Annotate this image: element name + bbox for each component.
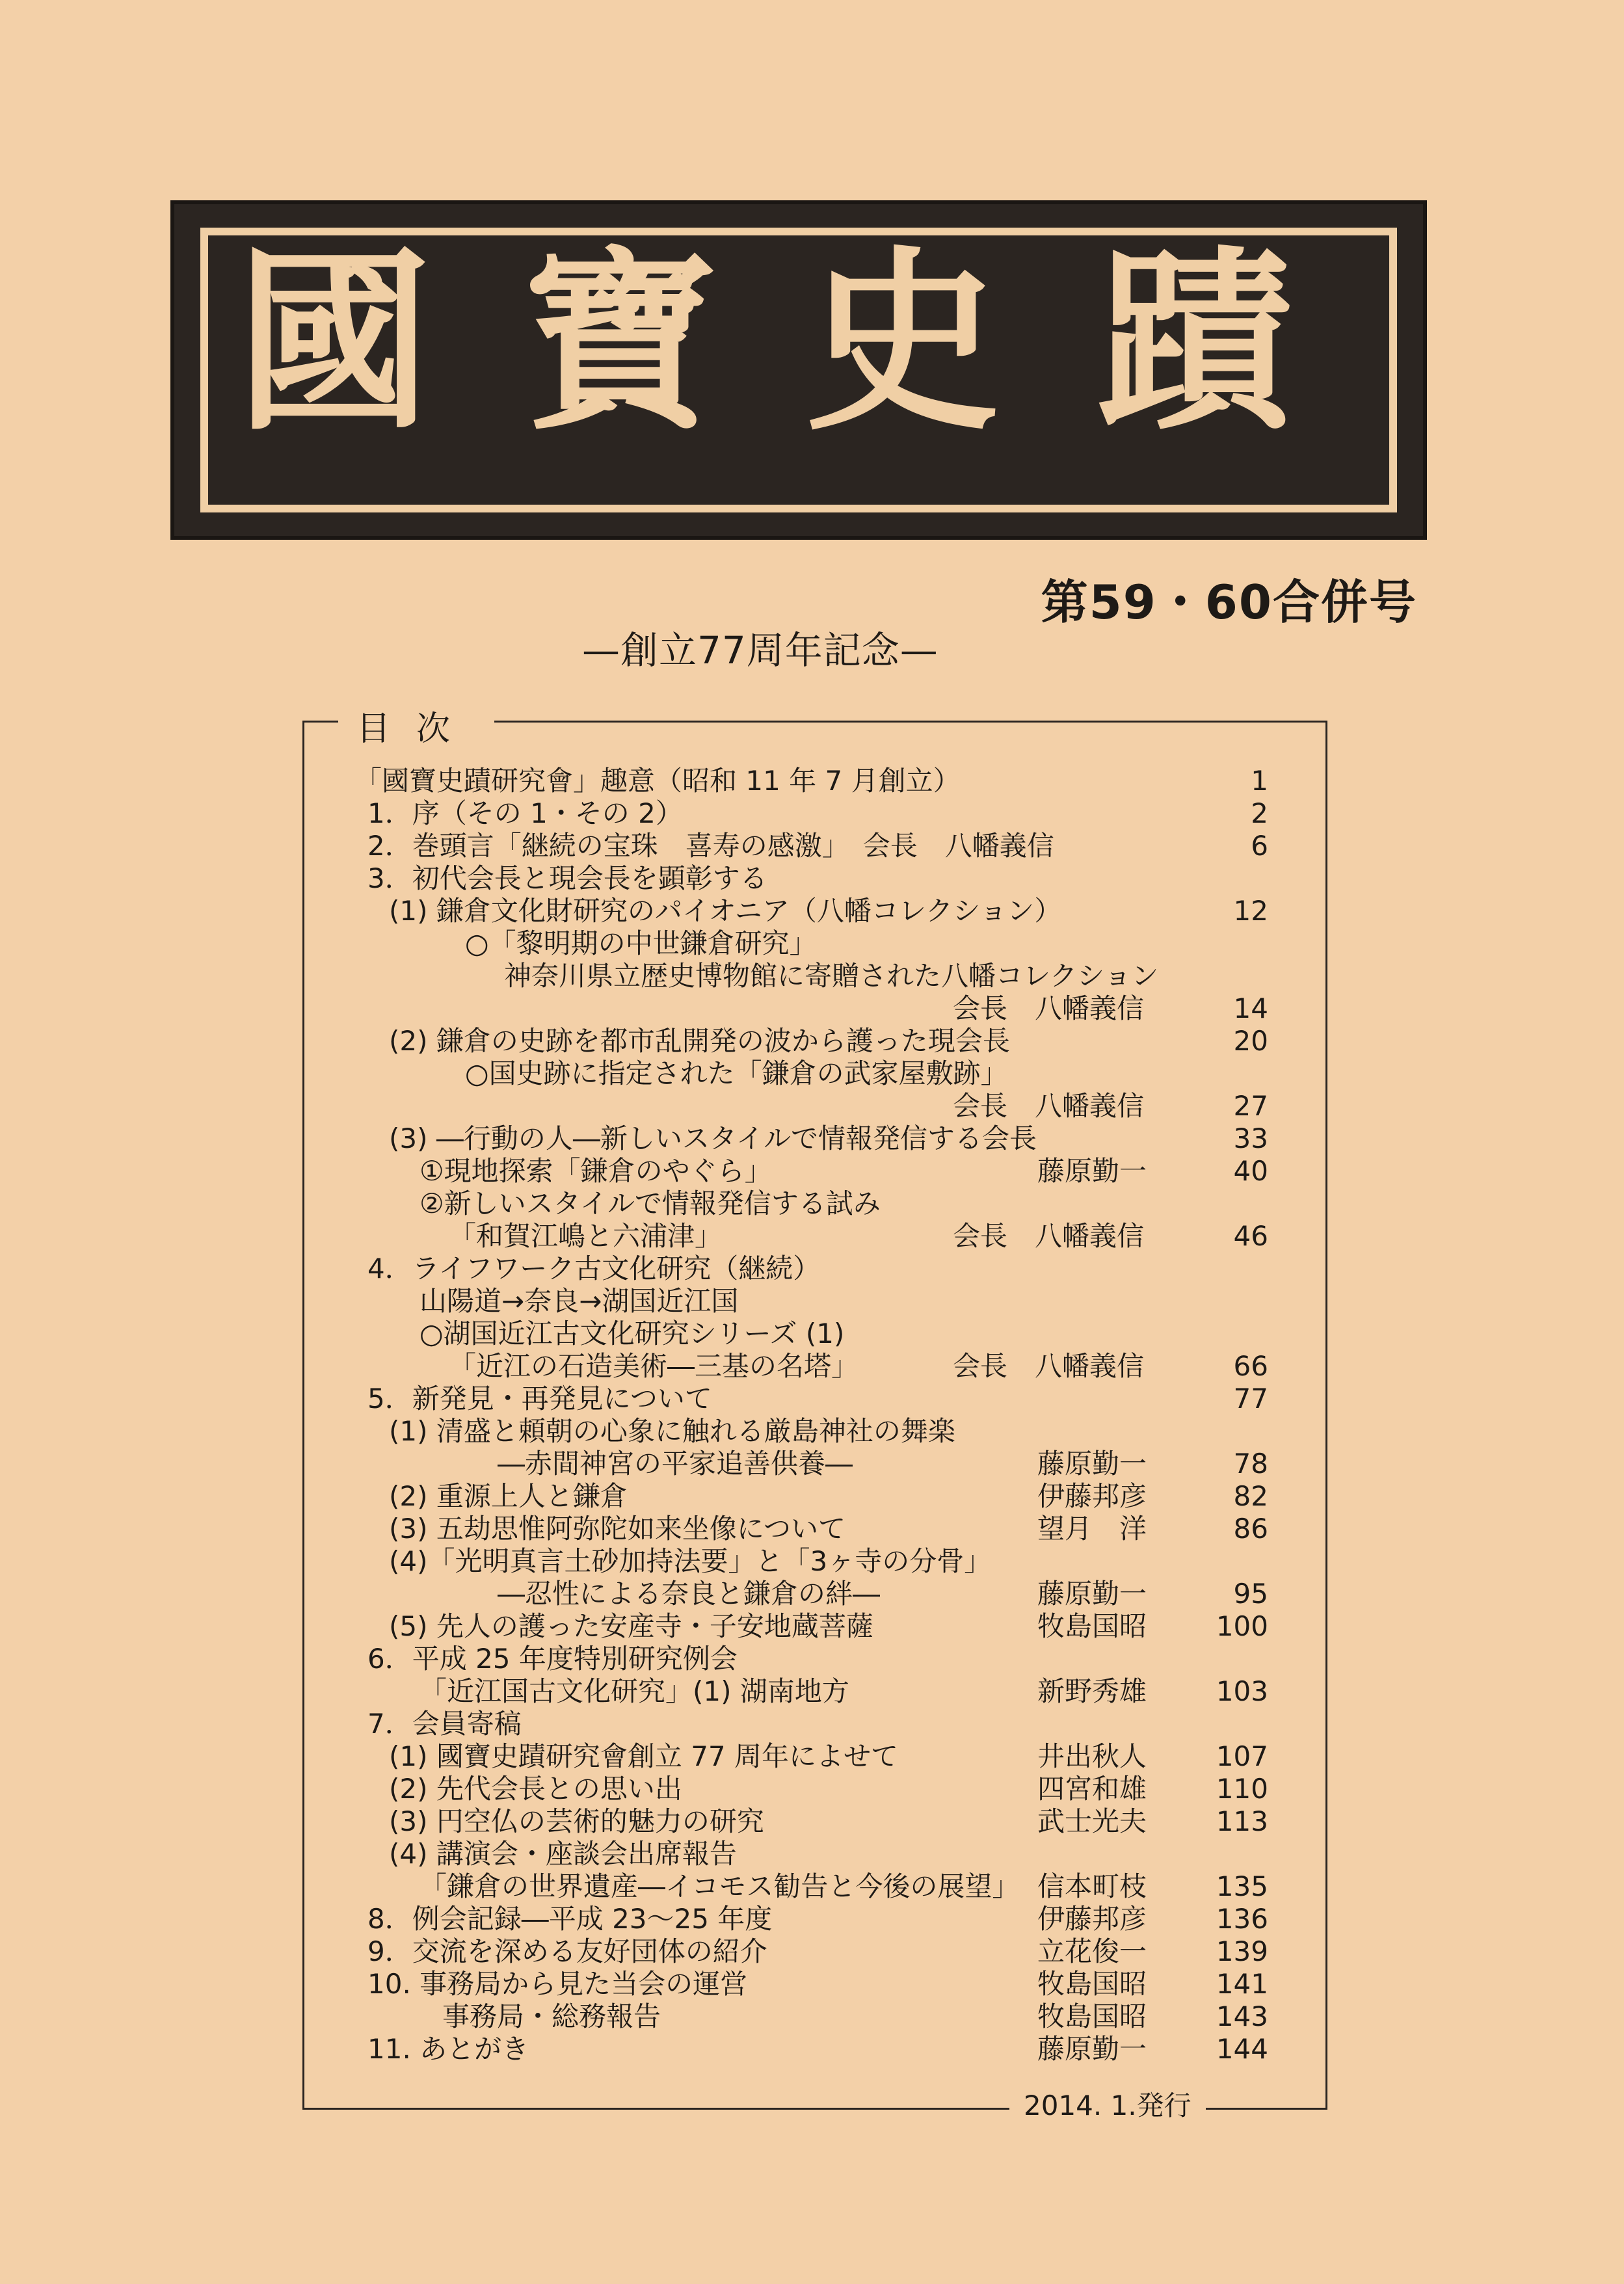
toc-entry-title: 7．会員寄稿 (367, 1708, 522, 1740)
toc-entry-page: 103 (1216, 1675, 1268, 1707)
toc-entry-author: 会長 八幡義信 (953, 1220, 1145, 1252)
toc-entry-title: 9．交流を深める友好団体の紹介 (367, 1935, 767, 1967)
toc-entry-title: (2) 重源上人と鎌倉 (389, 1480, 628, 1512)
toc-entry-author: 井出秋人 (1037, 1740, 1147, 1772)
toc-entry-author: 望月 洋 (1037, 1513, 1147, 1545)
toc-entry-page: 12 (1233, 895, 1268, 927)
toc-entry (419, 1870, 1268, 1903)
toc-entry-title: 「鎌倉の世界遺産―イコモス勧告と今後の展望」 (419, 1870, 1020, 1902)
toc-entry (367, 1968, 1268, 2000)
toc-entry-title: (3) ―行動の人―新しいスタイルで情報発信する会長 (389, 1122, 1037, 1154)
masthead-glyph-2: 寶 (522, 227, 717, 457)
toc-entry (419, 1318, 1268, 1350)
toc-entry-title: 6．平成 25 年度特別研究例会 (367, 1643, 738, 1675)
toc-entry (504, 960, 1268, 992)
toc-entry-page: 1 (1251, 765, 1268, 797)
toc-entry-title: (2) 先代会長との思い出 (389, 1773, 682, 1805)
masthead-glyph-1: 國 (236, 227, 431, 457)
toc-entry (419, 1675, 1268, 1708)
toc-entry-page: 110 (1216, 1773, 1268, 1805)
toc-entry-page: 135 (1216, 1870, 1268, 1902)
toc-entry-title: 山陽道→奈良→湖国近江国 (419, 1285, 739, 1317)
toc-entry-author: 牧島国昭 (1037, 2000, 1147, 2032)
toc-entry-title: 「近江国古文化研究」(1) 湖南地方 (419, 1675, 849, 1707)
toc-entry (367, 1253, 1268, 1285)
toc-entry-page: 2 (1251, 797, 1268, 829)
toc-entry-page: 113 (1216, 1805, 1268, 1837)
toc-entry-title: 「國寶史蹟研究會」趣意（昭和 11 年 7 月創立） (354, 765, 961, 797)
toc-entry (389, 1480, 1268, 1513)
toc-entry-author: 武士光夫 (1037, 1805, 1147, 1837)
toc-entry (389, 1740, 1268, 1773)
toc-entry-page: 40 (1233, 1155, 1268, 1187)
toc-entry-title: (1) 國寶史蹟研究會創立 77 周年によせて (389, 1740, 898, 1772)
toc-entry (419, 1285, 1268, 1318)
toc-entry-title: (1) 清盛と頼朝の心象に触れる厳島神社の舞楽 (389, 1415, 955, 1447)
toc-entry-title: (2) 鎌倉の史跡を都市乱開発の波から護った現会長 (389, 1025, 1010, 1057)
toc-entry-title: ―忍性による奈良と鎌倉の絆― (498, 1578, 881, 1610)
toc-entry (389, 1025, 1268, 1057)
toc-entry (367, 1935, 1268, 1968)
toc-entry-title: ①現地探索「鎌倉のやぐら」 (419, 1155, 772, 1187)
toc-entry-title: 2．巻頭言「継続の宝珠 喜寿の感激」 会長 八幡義信 (367, 830, 1054, 862)
toc-entry-page: 144 (1216, 2033, 1268, 2065)
toc-entry-page: 33 (1233, 1122, 1268, 1154)
toc-entry (389, 1805, 1268, 1838)
toc-entry-page: 139 (1216, 1935, 1268, 1967)
toc-entry-page: 20 (1233, 1025, 1268, 1057)
toc-entry-page: 27 (1233, 1090, 1268, 1122)
toc-entry-title: (4)「光明真言土砂加持法要」と「3ヶ寺の分骨」 (389, 1545, 992, 1577)
toc-entry-title: 「和賀江嶋と六浦津」 (449, 1220, 723, 1252)
toc-entry-title: ○国史跡に指定された「鎌倉の武家屋敷跡」 (465, 1057, 1008, 1089)
toc-entry-title: 4．ライフワーク古文化研究（継続） (367, 1253, 821, 1284)
toc-entry (389, 1838, 1268, 1870)
toc-entry-page: 141 (1216, 1968, 1268, 2000)
toc-entry-title: (3) 円空仏の芸術的魅力の研究 (389, 1805, 764, 1837)
toc-entry-title: (1) 鎌倉文化財研究のパイオニア（八幡コレクション） (389, 895, 1062, 927)
toc-entry-page: 136 (1216, 1903, 1268, 1935)
publication-date: 2014. 1.発行 (1009, 2084, 1206, 2123)
toc-entry-title: 8．例会記録―平成 23～25 年度 (367, 1903, 773, 1935)
toc-entry (449, 1350, 1268, 1383)
toc-entry (442, 2000, 1268, 2033)
toc-entry (367, 2033, 1268, 2065)
toc-entry-page: 77 (1233, 1383, 1268, 1414)
toc-entry-author: 藤原勤一 (1037, 1578, 1147, 1610)
toc-entry (449, 1220, 1268, 1253)
toc-entry (367, 830, 1268, 862)
toc-entry-title: 3．初代会長と現会長を顕彰する (367, 862, 767, 894)
toc-entry-page: 143 (1216, 2000, 1268, 2032)
toc-entry-title: 事務局・総務報告 (442, 2000, 661, 2032)
toc-entry-title: 1．序（その 1・その 2） (367, 797, 683, 829)
toc-entry (389, 1610, 1268, 1643)
toc-entry (389, 1415, 1268, 1448)
toc-entry (389, 1545, 1268, 1578)
toc-entry (367, 862, 1268, 895)
masthead-glyph-3: 史 (805, 227, 1000, 457)
toc-entry (389, 895, 1268, 927)
toc-entry-page: 95 (1233, 1578, 1268, 1610)
toc-entry (354, 992, 1268, 1025)
toc-entry-page: 6 (1251, 830, 1268, 862)
toc-entry-author: 藤原勤一 (1037, 2033, 1147, 2065)
toc-entry (498, 1448, 1268, 1480)
toc-entry-page: 100 (1216, 1610, 1268, 1642)
toc-entry-author: 新野秀雄 (1037, 1675, 1147, 1707)
toc-entry-page: 66 (1233, 1350, 1268, 1382)
toc-entry-title: 神奈川県立歴史博物館に寄贈された八幡コレクション (504, 960, 1159, 992)
toc-entry (367, 1383, 1268, 1415)
toc-entry (367, 1708, 1268, 1740)
toc-entry-page: 14 (1233, 992, 1268, 1024)
toc-entry (389, 1773, 1268, 1805)
toc-entry-author: 牧島国昭 (1037, 1610, 1147, 1642)
toc-entry-author: 伊藤邦彦 (1037, 1903, 1147, 1935)
masthead-glyph-4: 蹟 (1098, 227, 1293, 457)
toc-entry (367, 797, 1268, 830)
toc-entry-page: 82 (1233, 1480, 1268, 1512)
toc-entry-author: 信本町枝 (1037, 1870, 1147, 1902)
toc-heading: 目次 (338, 701, 494, 750)
toc-entry (389, 1122, 1268, 1155)
toc-entry (367, 1643, 1268, 1675)
toc-entry (465, 1057, 1268, 1090)
toc-entry-page: 86 (1233, 1513, 1268, 1545)
toc-entry (419, 1188, 1268, 1220)
toc-entry (354, 765, 1268, 797)
toc-entry-title: ○「黎明期の中世鎌倉研究」 (465, 927, 817, 959)
toc-entry-page: 107 (1216, 1740, 1268, 1772)
toc-entry-page: 46 (1233, 1220, 1268, 1252)
toc-entry-author: 立花俊一 (1037, 1935, 1147, 1967)
toc-entry-title: ―赤間神宮の平家追善供養― (498, 1448, 853, 1480)
issue-number: 第59・60合併号 (1041, 575, 1417, 630)
toc-entry-author: 藤原勤一 (1037, 1448, 1147, 1480)
toc-entry-title: 10. 事務局から見た当会の運営 (367, 1968, 748, 2000)
toc-entry (498, 1578, 1268, 1610)
toc-entry (367, 1903, 1268, 1935)
toc-entry-title: 5．新発見・再発見について (367, 1383, 712, 1414)
toc-entry-title: ②新しいスタイルで情報発信する試み (419, 1188, 881, 1219)
toc-entry-author: 四宮和雄 (1037, 1773, 1147, 1805)
toc-entry-author: 伊藤邦彦 (1037, 1480, 1147, 1512)
toc-entry (389, 1513, 1268, 1545)
toc-entry-title: 「近江の石造美術―三基の名塔」 (449, 1350, 859, 1382)
toc-entry-author: 会長 八幡義信 (953, 1090, 1145, 1122)
toc-entry-title: ○湖国近江古文化研究シリーズ (1) (419, 1318, 845, 1349)
toc-entry-title: 11. あとがき (367, 2033, 529, 2065)
toc-entry-title: (3) 五劫思惟阿弥陀如来坐像について (389, 1513, 846, 1545)
toc-entry-page: 78 (1233, 1448, 1268, 1480)
toc-entry (465, 927, 1268, 960)
toc-entry-author: 会長 八幡義信 (953, 1350, 1145, 1382)
anniversary-subtitle: —創立77周年記念— (582, 628, 938, 672)
toc-entry-author: 牧島国昭 (1037, 1968, 1147, 2000)
toc-entry-title: (5) 先人の護った安産寺・子安地蔵菩薩 (389, 1610, 873, 1642)
toc-entry-title: (4) 講演会・座談会出席報告 (389, 1838, 737, 1870)
toc-entry-author: 会長 八幡義信 (953, 992, 1145, 1024)
toc-entry-author: 藤原勤一 (1037, 1155, 1147, 1187)
toc-entry (419, 1155, 1268, 1188)
toc-entry (354, 1090, 1268, 1122)
